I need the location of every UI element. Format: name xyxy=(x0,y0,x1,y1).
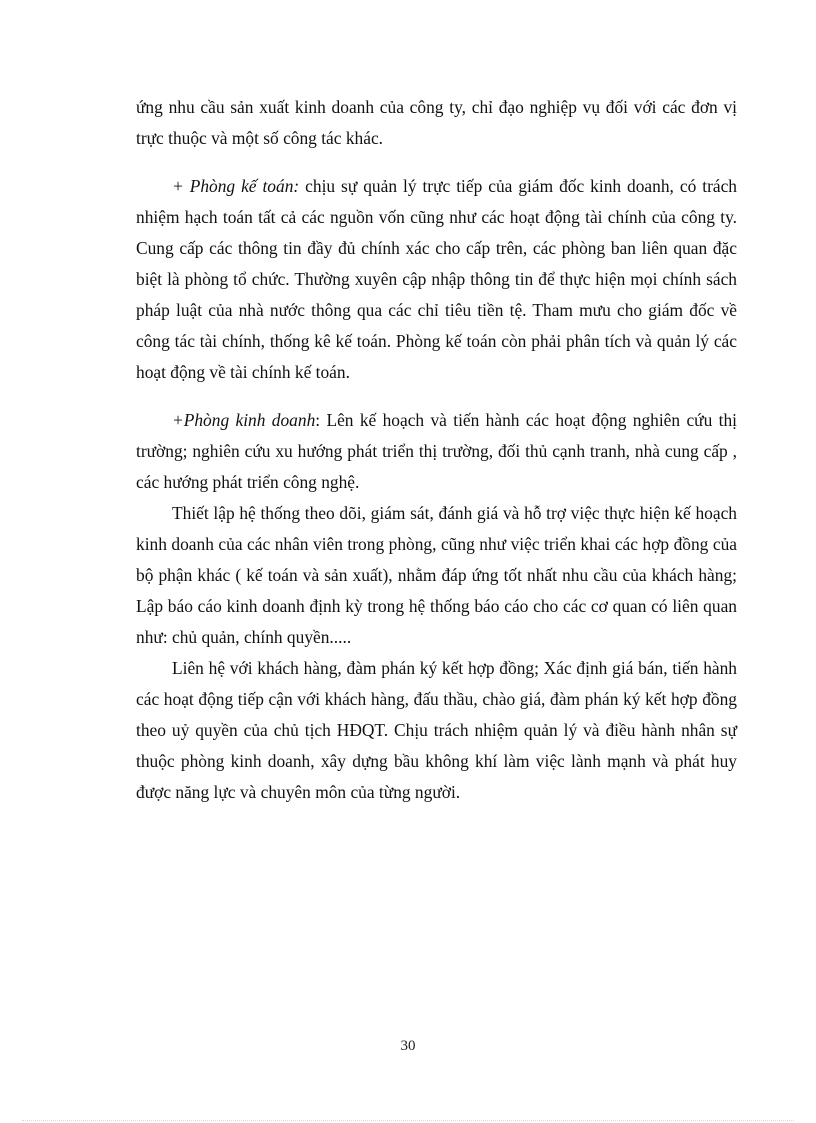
paragraph-text: Liên hệ với khách hàng, đàm phán ký kết hợp đồng; Xác định giá bán, tiến hành các hoạt động tiếp cận với khách hàng, đấu thầu, chào giá, đàm phán ký kết hợp đồng theo uỷ quyền của chủ tịch HĐQT. Chịu trách nhiệm quản lý và điều hành nhân sự thuộc phòng kinh doanh, xây dựng bầu không khí làm việc lành mạnh và phát huy được năng lực và chuyên môn của từng người. xyxy=(136,658,737,802)
business-department-heading: +Phòng kinh doanh xyxy=(172,410,316,430)
paragraph-text: Thiết lập hệ thống theo dõi, giám sát, đánh giá và hỗ trợ việc thực hiện kế hoạch kinh doanh của các nhân viên trong phòng, cũng như việc triển khai các hợp đồng của bộ phận khác ( kế toán và sản xuất), nhằm đáp ứng tốt nhất nhu cầu của khách hàng; Lập báo cáo kinh doanh định kỳ trong hệ thống báo cáo cho các cơ quan có liên quan như: chủ quản, chính quyền..... xyxy=(136,503,737,647)
paragraph-accounting-department xyxy=(136,171,737,388)
paragraph-continuation xyxy=(136,92,737,154)
accounting-department-heading: + Phòng kế toán: xyxy=(172,176,300,196)
paragraph-text: : Lên kế hoạch và tiến hành các hoạt động nghiên cứu thị trường; nghiên cứu xu hướng phát triển thị trường, đối thủ cạnh tranh, nhà cung cấp , các hướng phát triển công nghệ. xyxy=(136,410,737,492)
paragraph-text: ứng nhu cầu sản xuất kinh doanh của công ty, chỉ đạo nghiệp vụ đối với các đơn vị trực thuộc và một số công tác khác. xyxy=(136,97,737,148)
bottom-divider xyxy=(22,1120,794,1121)
paragraph-monitoring-system xyxy=(136,498,737,653)
paragraph-business-department xyxy=(136,405,737,498)
body-text xyxy=(136,92,737,808)
paragraph-customer-contact xyxy=(136,653,737,808)
paragraph-text: chịu sự quản lý trực tiếp của giám đốc kinh doanh, có trách nhiệm hạch toán tất cả các nguồn vốn cũng như các hoạt động tài chính của công ty. Cung cấp các thông tin đầy đủ chính xác cho cấp trên, các phòng ban liên quan đặc biệt là phòng tổ chức. Thường xuyên cập nhập thông tin để thực hiện mọi chính sách pháp luật của nhà nước thông qua các chỉ tiêu tiền tệ. Tham mưu cho giám đốc về công tác tài chính, thống kê kế toán. Phòng kế toán còn phải phân tích và quản lý các hoạt động về tài chính kế toán. xyxy=(136,176,737,382)
page-number: 30 xyxy=(400,1038,416,1054)
